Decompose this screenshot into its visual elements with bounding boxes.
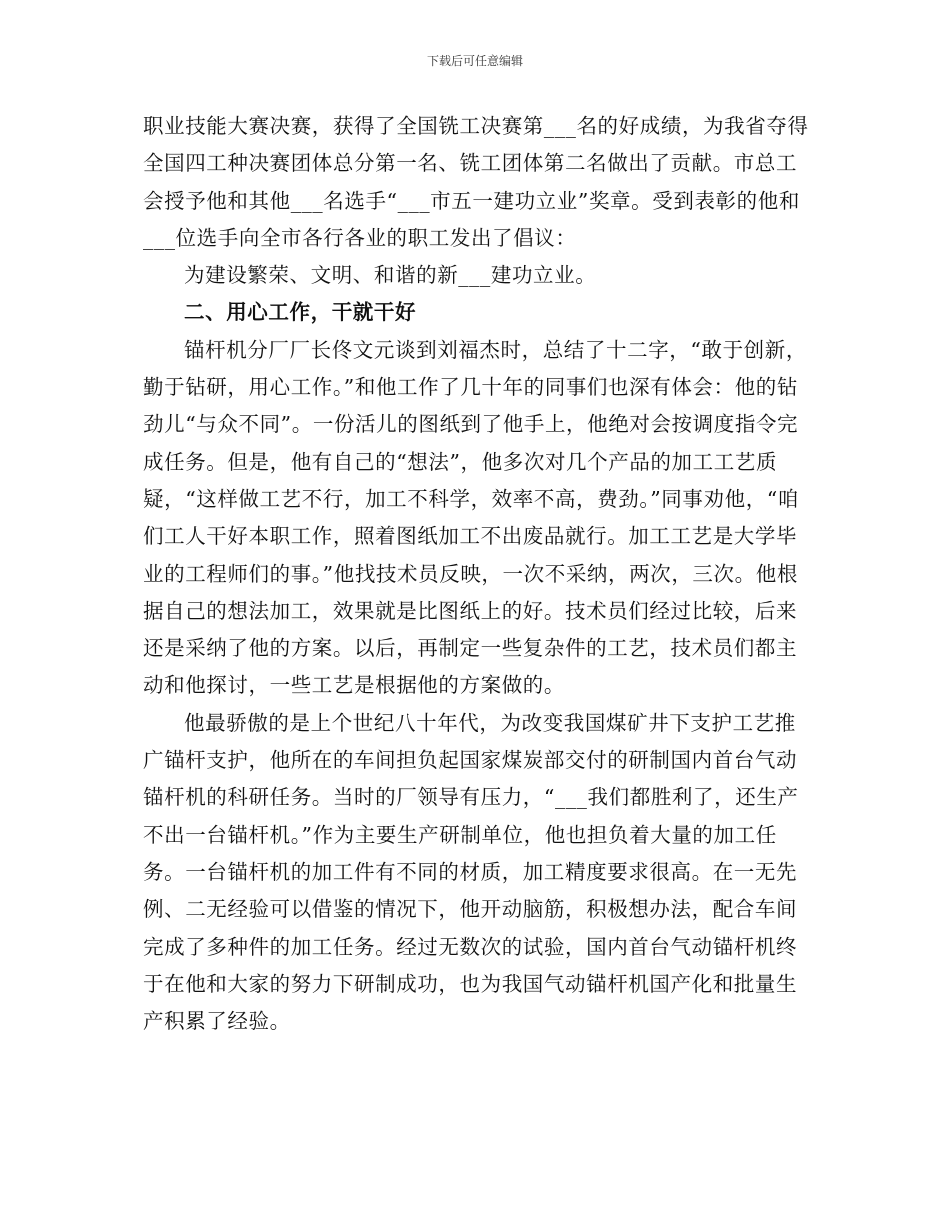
paragraph-pledge: 为建设繁荣、文明、和谐的新___建功立业。 bbox=[184, 263, 597, 288]
paragraph-colleagues: 锚杆机分厂厂长佟文元谈到刘福杰时，总结了十二字，“敢于创新，勤于钻研，用心工作。”和他工作了几十年的同事们也深有体会：他的钻劲儿“与众不同”。一份活儿的图纸到了他手上，他绝对会按调度指令完成任务。但是，他有自己的“想法”，他多次对几个产品的加工工艺质疑，“这样做工艺不行，加工不科学，效率不高，费劲。”同事劝他，“咱们工人干好本职工作，照着图纸加工不出废品就行。加工工艺是大学毕业的工程师们的事。”他找技术员反映，一次不采纳，两次，三次。他根据自己的想法加工，效果就是比图纸上的好。技术员们经过比较，后来还是采纳了他的方案。以后，再制定一些复杂件的工艺，技术员们都主动和他探讨，一些工艺是根据他的方案做的。 bbox=[143, 337, 807, 698]
paragraph-anchor-machine: 他最骄傲的是上个世纪八十年代，为改变我国煤矿井下支护工艺推广锚杆支护，他所在的车间担负起国家煤炭部交付的研制国内首台气动锚杆机的科研任务。当时的厂领导有压力，“___我们都胜利了，还生产不出一台锚杆机。”作为主要生产研制单位，他也担负着大量的加工任务。一台锚杆机的加工件有不同的材质，加工精度要求很高。在一无先例、二无经验可以借鉴的情况下，他开动脑筋，积极想办法，配合车间完成了多种件的加工任务。经过无数次的试验，国内首台气动锚杆机终于在他和大家的努力下研制成功，也为我国气动锚杆机国产化和批量生产积累了经验。 bbox=[143, 710, 799, 1034]
document-body bbox=[143, 108, 813, 1040]
page-header: 下载后可任意编辑 bbox=[426, 54, 523, 68]
paragraph-continuation: 职业技能大赛决赛，获得了全国铣工决赛第___名的好成绩，为我省夺得全国四工种决赛团体总分第一名、铣工团体第二名做出了贡献。市总工会授予他和其他___名选手“___市五一建功立业”奖章。受到表彰的他和___位选手向全市各行各业的职工发出了倡议： bbox=[143, 114, 809, 250]
section-heading: 二、用心工作，干就干好 bbox=[184, 300, 417, 325]
